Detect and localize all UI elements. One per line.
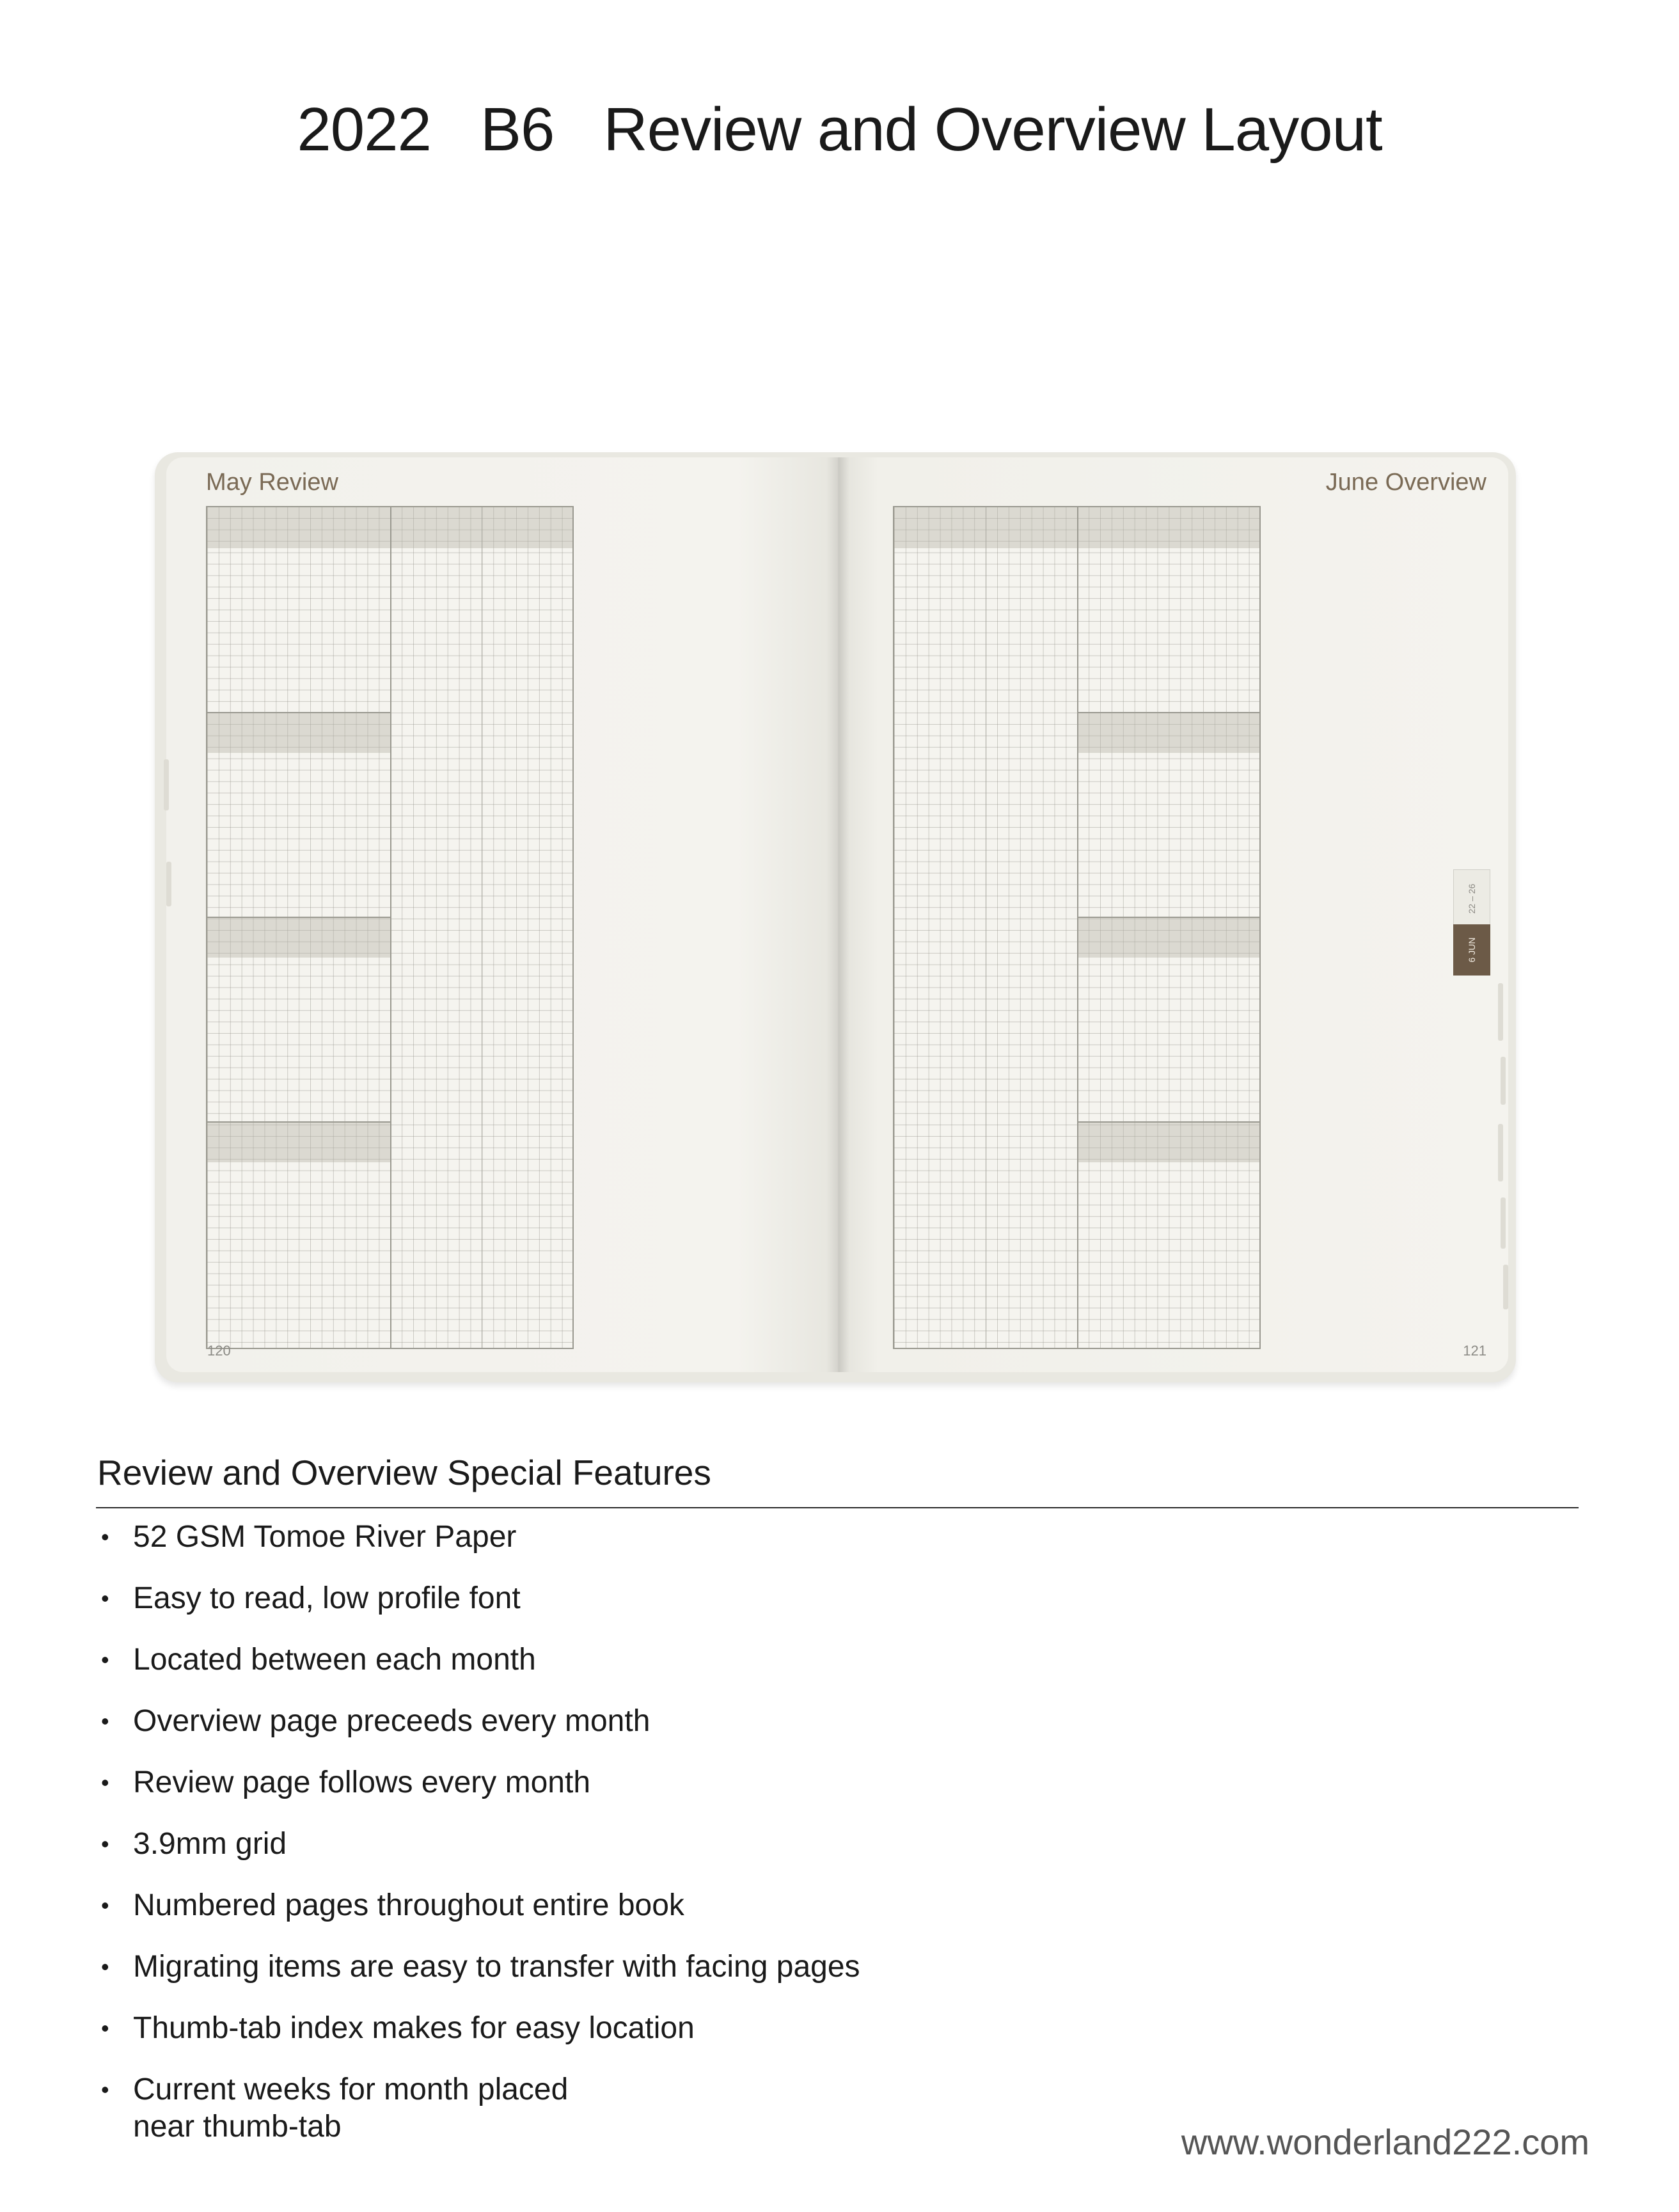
feature-text: Located between each month [133,1643,536,1677]
bullet-icon: • [101,1954,109,1980]
feature-item [96,1641,1092,1679]
right-page-heading: June Overview [1325,469,1486,496]
edge-thumb-tab [1498,983,1503,1041]
bullet-icon: • [101,1831,109,1857]
feature-text: Overview page preceeds every month [133,1704,650,1738]
page-title: 2022 B6 Review and Overview Layout [297,95,1382,164]
feature-item [96,1519,1092,1556]
right-page [838,457,1508,1372]
grid-column-divider [1077,507,1078,1348]
thumb-tab-month-label: 6 JUN [1467,937,1477,963]
left-page-heading: May Review [206,469,338,496]
grid-section-band [1077,1121,1259,1162]
review-grid [206,506,574,1349]
edge-thumb-tab [1501,1197,1506,1249]
feature-text: Thumb-tab index makes for easy location [133,2011,695,2045]
feature-item [96,2071,1092,2145]
edge-thumb-tab [1501,1057,1506,1105]
left-page-number: 120 [207,1343,231,1359]
edge-thumb-tab [1498,1124,1503,1181]
notebook-spine [826,457,849,1372]
bullet-icon: • [101,1708,109,1734]
feature-item [96,1887,1092,1924]
thumb-tab-month-active[interactable] [1453,924,1490,976]
bullet-icon: • [101,1769,109,1796]
feature-text: Numbered pages throughout entire book [133,1888,684,1922]
grid-section-band [207,712,390,753]
feature-text: Current weeks for month placed near thumb-tab [133,2073,569,2144]
right-page-number: 121 [1463,1343,1486,1359]
website-url: www.wonderland222.com [1181,2122,1589,2162]
feature-item [96,1826,1092,1863]
feature-item [96,1703,1092,1740]
thumb-tab-week[interactable] [1453,869,1490,928]
left-page [166,457,838,1372]
grid-section-band [207,1121,390,1162]
thumb-tab-week-label: 22 – 26 [1467,883,1477,914]
grid-section-band [1077,917,1259,958]
grid-column-divider [390,507,391,1348]
overview-grid [893,506,1261,1349]
features-divider [96,1507,1579,1508]
grid-section-band [1077,712,1259,753]
notebook-spread [155,452,1516,1382]
feature-item [96,2010,1092,2047]
bullet-icon: • [101,2015,109,2041]
feature-text: Migrating items are easy to transfer with facing pages [133,1950,860,1984]
feature-item [96,1580,1092,1617]
bullet-icon: • [101,1892,109,1918]
edge-thumb-tab [1503,1265,1508,1309]
feature-text: 52 GSM Tomoe River Paper [133,1520,517,1554]
bullet-icon: • [101,1585,109,1611]
feature-text: 3.9mm grid [133,1827,287,1861]
feature-text: Easy to read, low profile font [133,1581,521,1615]
feature-item [96,1948,1092,1986]
grid-section-band [207,917,390,958]
feature-text: Review page follows every month [133,1766,591,1799]
feature-item [96,1764,1092,1801]
bullet-icon: • [101,1524,109,1550]
edge-thumb-tab [166,862,171,906]
features-title: Review and Overview Special Features [97,1453,711,1492]
edge-thumb-tab [164,759,169,810]
bullet-icon: • [101,1647,109,1673]
features-list [96,1519,1092,2170]
bullet-icon: • [101,2076,109,2103]
